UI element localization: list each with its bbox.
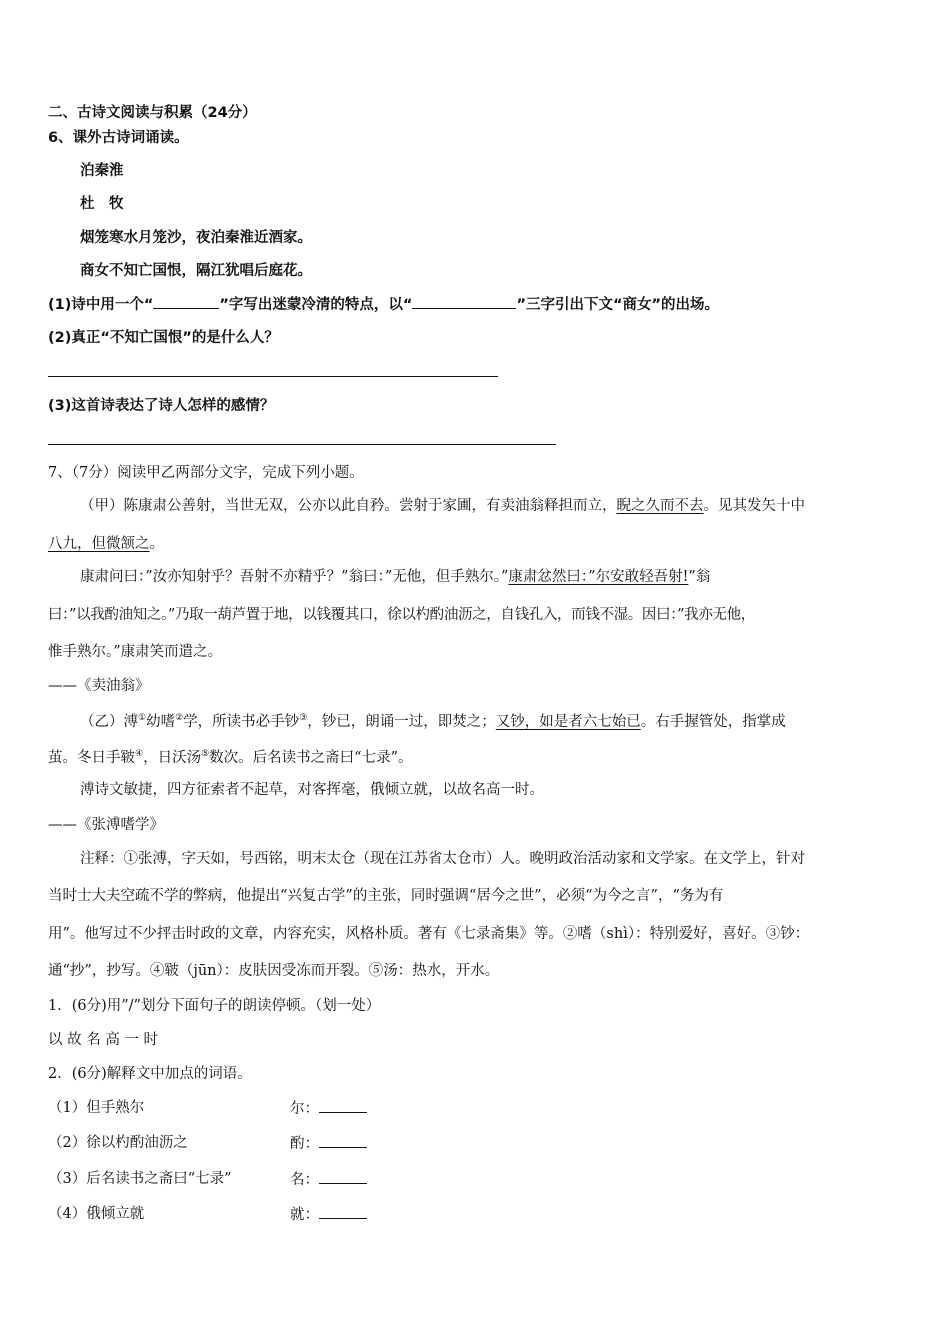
section-title: 二、古诗文阅读与积累（24分） [48,105,257,121]
answer-blank[interactable] [153,294,219,309]
vocab-item: （1）但手熟尔 [48,1100,145,1116]
vocab-item: （4）俄倾立就 [48,1206,145,1222]
answer-blank[interactable] [412,294,516,309]
source-zhangpu: ——《张溥嗜学》 [48,817,164,833]
q6-sub1: (1)诗中用一个“ ”字写出迷蒙冷清的特点，以“ ”三字引出下文“商女”的出场。 [48,294,719,315]
vocab-answer[interactable]: 就： [290,1204,367,1225]
passage-yi-line-1: （乙）溥①幼嗜②学，所读书必手钞③，钞已，朗诵一过，即焚之；又钞，如是者六七始已。右手握管处，指掌成 [80,713,786,730]
question-7-head: 7、（7分）阅读甲乙两部分文字，完成下列小题。 [48,465,364,481]
sub-question-1: 1．(6分)用”/”划分下面句子的朗读停顿。（划一处） [48,998,381,1014]
passage-jia-line-5: 惟手熟尔。”康肃笑而遣之。 [48,644,223,660]
answer-blank[interactable] [319,1169,367,1184]
q6-sub2: (2)真正“不知亡国恨”的是什么人？ [48,330,279,346]
footnote-mark: ⑤ [201,749,210,759]
footnote-mark: ② [175,713,184,723]
vocab-item: （2）徐以杓酌油沥之 [48,1135,188,1151]
poem-line-1: 烟笼寒水月笼沙，夜泊秦淮近酒家。 [80,230,312,246]
passage-jia-line-4: 曰：”以我酌油知之。”乃取一葫芦置于地，以钱覆其口，徐以杓酌油沥之，自钱孔入，而钱不湿。因曰：”我亦无他， [48,607,755,623]
note-line-4: 通“抄”，抄写。④皲（jūn）：皮肤因受冻而开裂。⑤汤：热水，开水。 [48,963,500,979]
note-line-2: 当时士大夫空疏不学的弊病，他提出“兴复古学”的主张，同时强调“居今之世”，必须“为今之言”，“务为有 [48,888,724,904]
poem-title: 泊秦淮 [80,163,124,179]
answer-blank[interactable] [319,1098,367,1113]
sub-question-1-text: 以 故 名 高 一 时 [48,1032,159,1048]
vocab-answer[interactable]: 酌： [290,1133,367,1154]
answer-line[interactable] [48,444,556,445]
answer-line[interactable] [48,376,498,377]
footnote-mark: ③ [299,713,308,723]
passage-jia-line-2: 八九，但微颔之。 [48,536,164,552]
passage-jia-line-3: 康肃问曰：”汝亦知射乎？吾射不亦精乎？”翁曰：”无他，但手熟尔。”康肃忿然曰：”尔安敢轻吾射!”翁 [80,569,711,585]
note-line-3: 用”。他写过不少抨击时政的文章，内容充实，风格朴质。著有《七录斋集》等。②嗜（shì）：特别爱好，喜好。③钞： [48,926,810,942]
vocab-item: （3）后名读书之斋曰“七录” [48,1171,232,1187]
passage-jia-line-1: （甲）陈康肃公善射，当世无双，公亦以此自矜。尝射于家圃，有卖油翁释担而立，睨之久而不去。见其发矢十中 [80,498,805,514]
source-maiyouweng: ——《卖油翁》 [48,678,150,694]
poem-author: 杜 牧 [80,196,124,212]
footnote-mark: ④ [135,749,144,759]
vocab-answer[interactable]: 名： [290,1169,367,1190]
poem-line-2: 商女不知亡国恨，隔江犹唱后庭花。 [80,263,312,279]
note-line-1: 注释：①张溥，字天如，号西铭，明末太仓（现在江苏省太仓市）人。晚明政治活动家和文学家。在文学上，针对 [80,851,805,867]
question-6-head: 6、课外古诗词诵读。 [48,130,189,146]
answer-blank[interactable] [319,1204,367,1219]
q6-sub3: (3)这首诗表达了诗人怎样的感情？ [48,398,275,414]
footnote-mark: ① [138,713,147,723]
answer-blank[interactable] [319,1133,367,1148]
passage-yi-line-3: 溥诗文敏捷，四方征索者不起草，对客挥毫，俄倾立就，以故名高一时。 [80,782,544,798]
vocab-answer[interactable]: 尔： [290,1098,367,1119]
sub-question-2: 2．(6分)解释文中加点的词语。 [48,1066,252,1082]
passage-yi-line-2: 茧。冬日手皲④，日沃汤⑤数次。后名读书之斋曰“七录”。 [48,749,413,766]
